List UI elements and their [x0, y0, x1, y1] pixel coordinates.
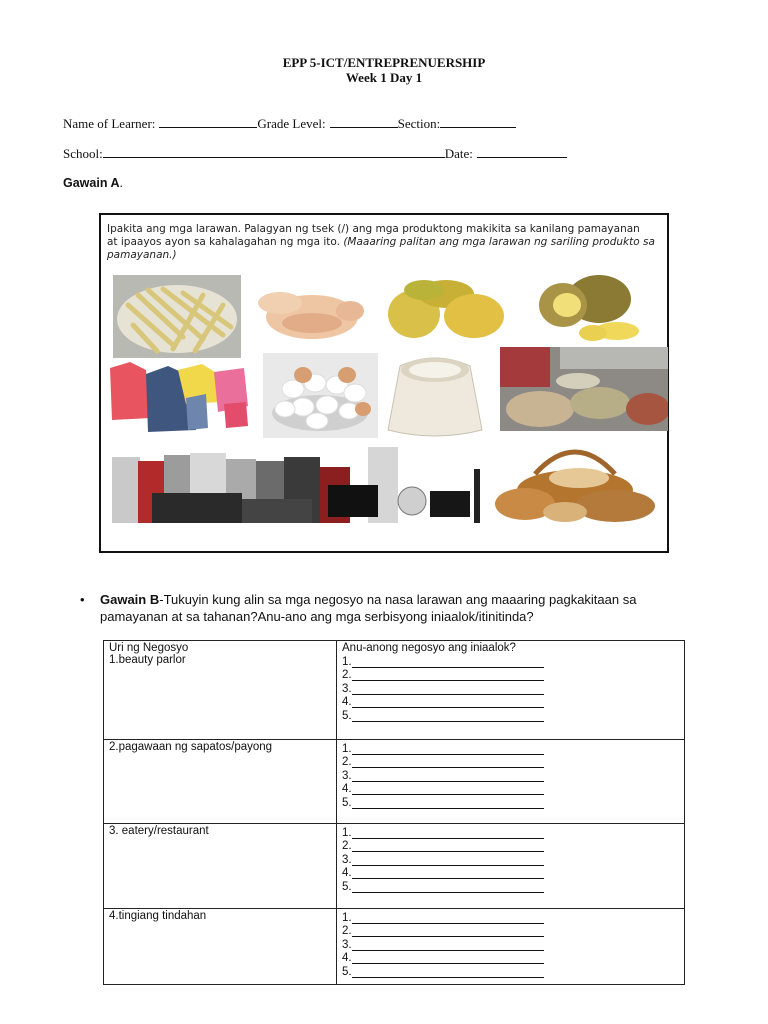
gawain-b-heading: Gawain B	[100, 592, 160, 607]
answer-line[interactable]	[352, 744, 544, 755]
gawain-a-heading: Gawain A.	[63, 176, 123, 190]
instruction-line-1: Ipakita ang mga larawan. Palagyan ng tsek (/) ang mga produktong makikita sa kanilang pamayanan	[107, 223, 640, 235]
answer-line[interactable]	[352, 784, 544, 795]
section-field[interactable]	[440, 116, 516, 128]
gawain-b-instruction	[80, 591, 680, 624]
bullet: •	[80, 592, 85, 607]
answer-line[interactable]	[352, 913, 544, 924]
market-goods-image	[500, 347, 668, 431]
gawain-a-instruction	[107, 223, 663, 262]
instruction-line-2: at ipaayos ayon sa kahalagahan ng mga ito.	[107, 236, 340, 248]
table-row: 2.pagawaan ng sapatos/payong 1. 2. 3. 4. 5.	[104, 740, 685, 824]
row-label: 1.beauty parlor	[109, 654, 186, 666]
answer-line[interactable]	[352, 771, 544, 782]
answer-line[interactable]	[352, 855, 544, 866]
row-label: 2.pagawaan ng sapatos/payong	[109, 741, 273, 753]
col1-header: Uri ng Negosyo	[109, 642, 189, 654]
school-label: School:	[63, 146, 103, 161]
row-label: 4.tingiang tindahan	[109, 910, 207, 922]
answer-line[interactable]	[352, 940, 544, 951]
school-field[interactable]	[103, 146, 445, 158]
name-label: Name of Learner:	[63, 116, 156, 131]
business-table	[103, 640, 685, 985]
table-row: Uri ng Negosyo 1.beauty parlor Anu-anong negosyo ang iniaalok? 1. 2. 3. 4. 5.	[104, 641, 685, 740]
answer-line[interactable]	[352, 967, 544, 978]
answer-line[interactable]	[352, 882, 544, 893]
worksheet-subtitle: Week 1 Day 1	[345, 70, 423, 85]
gawain-b-text-2: pamayanan at sa tahanan?Anu-ano ang mga serbisyong iniaalok/itinitinda?	[100, 609, 534, 624]
durian-image	[533, 273, 643, 345]
grade-field[interactable]	[330, 116, 398, 128]
answer-line[interactable]	[352, 670, 544, 681]
date-field[interactable]	[477, 146, 567, 158]
date-label: Date:	[444, 146, 473, 161]
worksheet-title: EPP 5-ICT/ENTREPRENUERSHIP	[282, 55, 486, 70]
chicken-image	[250, 283, 368, 343]
mangoes-image	[384, 276, 508, 340]
answer-line[interactable]	[352, 798, 544, 809]
table-row: 3. eatery/restaurant 1. 2. 3. 4. 5.	[104, 824, 685, 909]
answer-line[interactable]	[352, 841, 544, 852]
answer-line[interactable]	[352, 697, 544, 708]
name-field[interactable]	[159, 116, 257, 128]
answer-line[interactable]	[352, 953, 544, 964]
answer-line[interactable]	[352, 657, 544, 668]
clothes-image	[106, 358, 252, 436]
answer-line[interactable]	[352, 828, 544, 839]
grade-label: Grade Level:	[257, 116, 326, 131]
answer-line[interactable]	[352, 711, 544, 722]
learner-info-line	[63, 116, 516, 132]
eggs-image	[263, 353, 378, 438]
answer-line[interactable]	[352, 868, 544, 879]
school-info-line	[63, 146, 567, 162]
rice-sack-image	[384, 346, 486, 438]
ice-candy-image	[113, 275, 241, 358]
answer-line[interactable]	[352, 926, 544, 937]
bread-basket-image	[495, 434, 661, 524]
gawain-b-text-1: -Tukuyin kung alin sa mga negosyo na nasa larawan ang maaaring pagkakitaan sa	[159, 592, 637, 607]
answer-line[interactable]	[352, 757, 544, 768]
appliances-image	[112, 447, 488, 525]
section-label: Section:	[397, 116, 441, 131]
table-row: 4.tingiang tindahan 1. 2. 3. 4. 5.	[104, 909, 685, 985]
instruction-italic: (Maaaring palitan ang mga larawan ng sariling produkto sa pamayanan.)	[107, 236, 655, 261]
col2-header: Anu-anong negosyo ang iniaalok?	[342, 642, 516, 654]
answer-line[interactable]	[352, 684, 544, 695]
row-label: 3. eatery/restaurant	[109, 825, 209, 837]
